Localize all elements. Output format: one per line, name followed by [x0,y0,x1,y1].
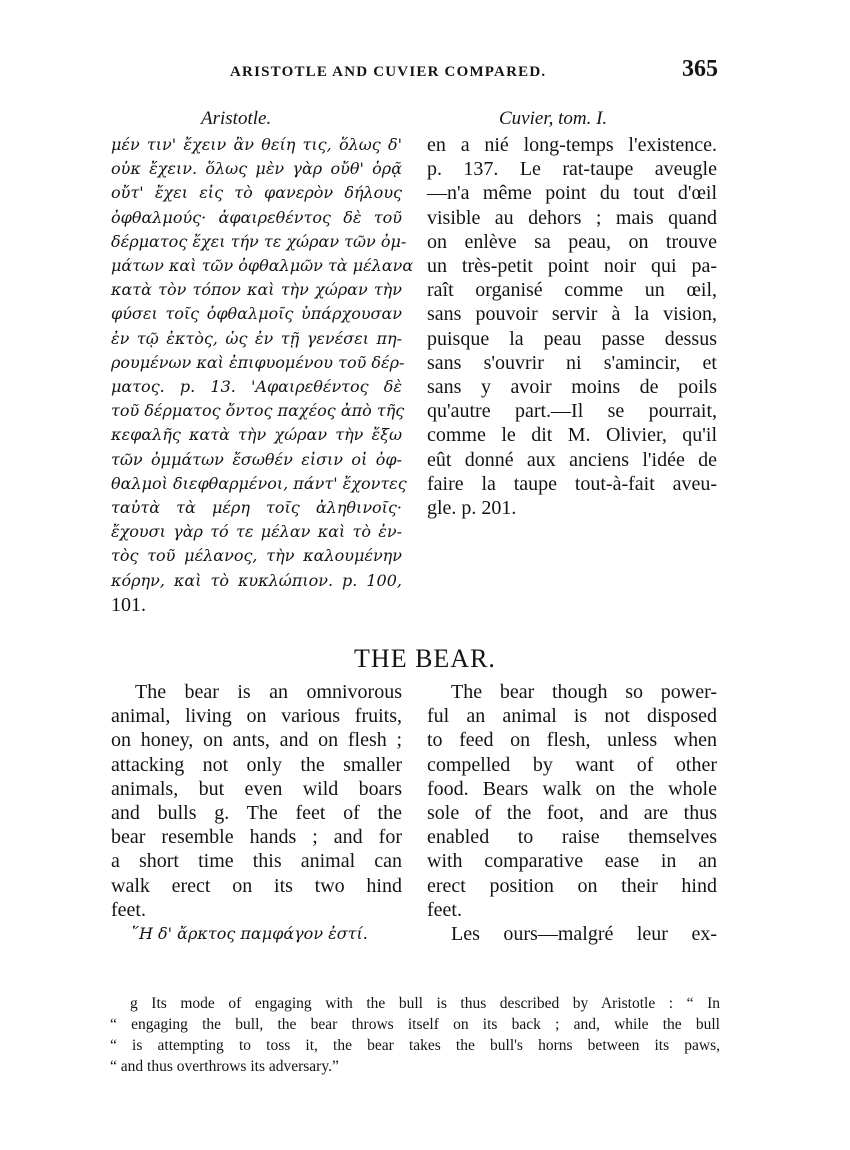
text-line: ful an animal is not disposed [427,705,717,728]
french-line: sans pouvoir servir à la vision, [427,303,717,326]
aristotle-text [111,133,414,617]
french-line: eût donné aux anciens l'idée de [427,448,717,471]
greek-line: ὀφθαλμούς· ἀφαιρεθέντος δὲ τοῦ [111,207,402,227]
section-title: THE BEAR. [354,644,496,673]
greek-line: τὸς τοῦ μέλανος, τὴν καλουμένην [111,546,402,566]
greek-line: οὐκ ἔχειν. ὅλως μὲν γὰρ οὔθ' ὁρᾷ [111,159,402,179]
text-line: sole of the foot, and are thus [427,802,717,825]
french-line: sans y avoir moins de poils [427,376,717,399]
footnote-line: “ engaging the bull, the bear throws itself on its back ; and, while the bull [110,1016,720,1033]
text-line: on honey, on ants, and on flesh ; [111,729,402,752]
text-line: with comparative ease in an [427,850,717,873]
text-line: to feed on flesh, unless when [427,729,717,752]
text-line: The bear is an omnivorous [135,681,402,703]
french-line: qu'autre part.—Il se pourrait, [427,400,717,423]
french-line: un très-petit point noir qui pa- [427,255,717,278]
text-line: Les ours—malgré leur ex- [451,923,717,946]
greek-line: 101. [111,593,146,616]
greek-line: ἔχουσι γὰρ τό τε μέλαν καὶ τὸ ἐν- [111,522,402,542]
greek-line: ρουμένων καὶ ἐπιφυομένου τοῦ δέρ- [111,352,405,372]
text-line: animals, but even wild boars [111,777,402,800]
french-line: sans s'ouvrir ni s'amincir, et [427,351,717,374]
greek-line: ταὐτὰ τὰ μέρη τοῖς ἀληθινοῖς· [111,498,402,518]
page-number: 365 [682,56,718,82]
bear-right-column [427,680,717,946]
greek-line: μέν τιν' ἔχειν ἂν θείη τις, ὅλως δ' [111,135,402,154]
footnote-line: “ is attempting to toss it, the bear takes the bull's horns between its paws, [110,1037,720,1054]
greek-line: τοῦ δέρματος ὄντος παχέος ἀπὸ τῆς [111,401,405,421]
footnote-line: g Its mode of engaging with the bull is thus described by Aristotle : “ In [130,995,720,1012]
french-line: faire la taupe tout-à-fait aveu- [427,472,717,495]
text-line: feet. [427,898,462,921]
footnote [110,993,720,1077]
text-line: enabled to raise themselves [427,826,717,849]
cuvier-heading: Cuvier, tom. I. [499,108,608,129]
greek-line: κεφαλῆς κατὰ τὴν χώραν τὴν ἔξω [111,425,402,445]
text-line: a short time this animal can [111,850,402,873]
french-line: gle. p. 201. [427,497,517,520]
running-title: ARISTOTLE AND CUVIER COMPARED. [230,64,547,80]
greek-line: φύσει τοῖς ὀφθαλμοῖς ὑπάρχουσαν [111,304,402,324]
text-line: compelled by want of other [427,753,717,776]
text-line: animal, living on various fruits, [111,705,402,728]
french-line: p. 137. Le rat-taupe aveugle [427,158,717,181]
text-line: bear resemble hands ; and for [111,826,402,849]
french-line: comme le dit M. Olivier, qu'il [427,424,717,447]
greek-line: κόρην, καὶ τὸ κυκλώπιον. p. 100, [111,570,402,590]
greek-line: δέρματος ἔχει τήν τε χώραν τῶν ὀμ- [111,231,407,251]
greek-line: κατὰ τὸν τόπον καὶ τὴν χώραν τὴν [111,280,402,300]
french-line: on enlève sa peau, on trouve [427,230,717,253]
french-line: puisque la peau passe dessus [427,327,717,350]
text-line: food. Bears walk on the whole [427,777,717,800]
text-line: erect position on their hind [427,874,717,897]
text-line: walk erect on its two hind [111,874,402,897]
footnote-line: “ and thus overthrows its adversary.” [110,1058,339,1075]
text-line: feet. [111,898,146,921]
greek-line: μάτων καὶ τῶν ὀφθαλμῶν τὰ μέλανα [111,256,414,276]
greek-line: θαλμοὶ διεφθαρμένοι, πάντ' ἔχοντες [111,473,407,493]
french-line: visible au dehors ; mais quand [427,206,717,229]
greek-line: τῶν ὀμμάτων ἔσωθέν εἰσιν οἱ ὀφ- [111,449,402,469]
cuvier-text [427,133,717,520]
french-line: raît organisé comme un œil, [427,279,717,302]
bear-left-column [111,680,402,946]
text-line: and bulls g. The feet of the [111,802,402,825]
text-line: The bear though so power- [451,681,717,703]
french-line: en a nié long-temps l'existence. [427,134,717,156]
french-line: —n'a même point du tout d'œil [427,182,717,205]
aristotle-heading: Aristotle. [201,108,272,129]
greek-line: οὔτ' ἔχει εἰς τὸ φανερὸν δήλους [111,183,402,203]
greek-line: ῞Η δ' ἄρκτος παμφάγον ἐστί. [131,924,368,944]
greek-line: ἐν τῷ ἐκτὸς, ὡς ἐν τῇ γενέσει πη- [111,328,402,348]
greek-line: ματος. p. 13. 'Αφαιρεθέντος δὲ [111,377,402,397]
text-line: attacking not only the smaller [111,753,402,776]
